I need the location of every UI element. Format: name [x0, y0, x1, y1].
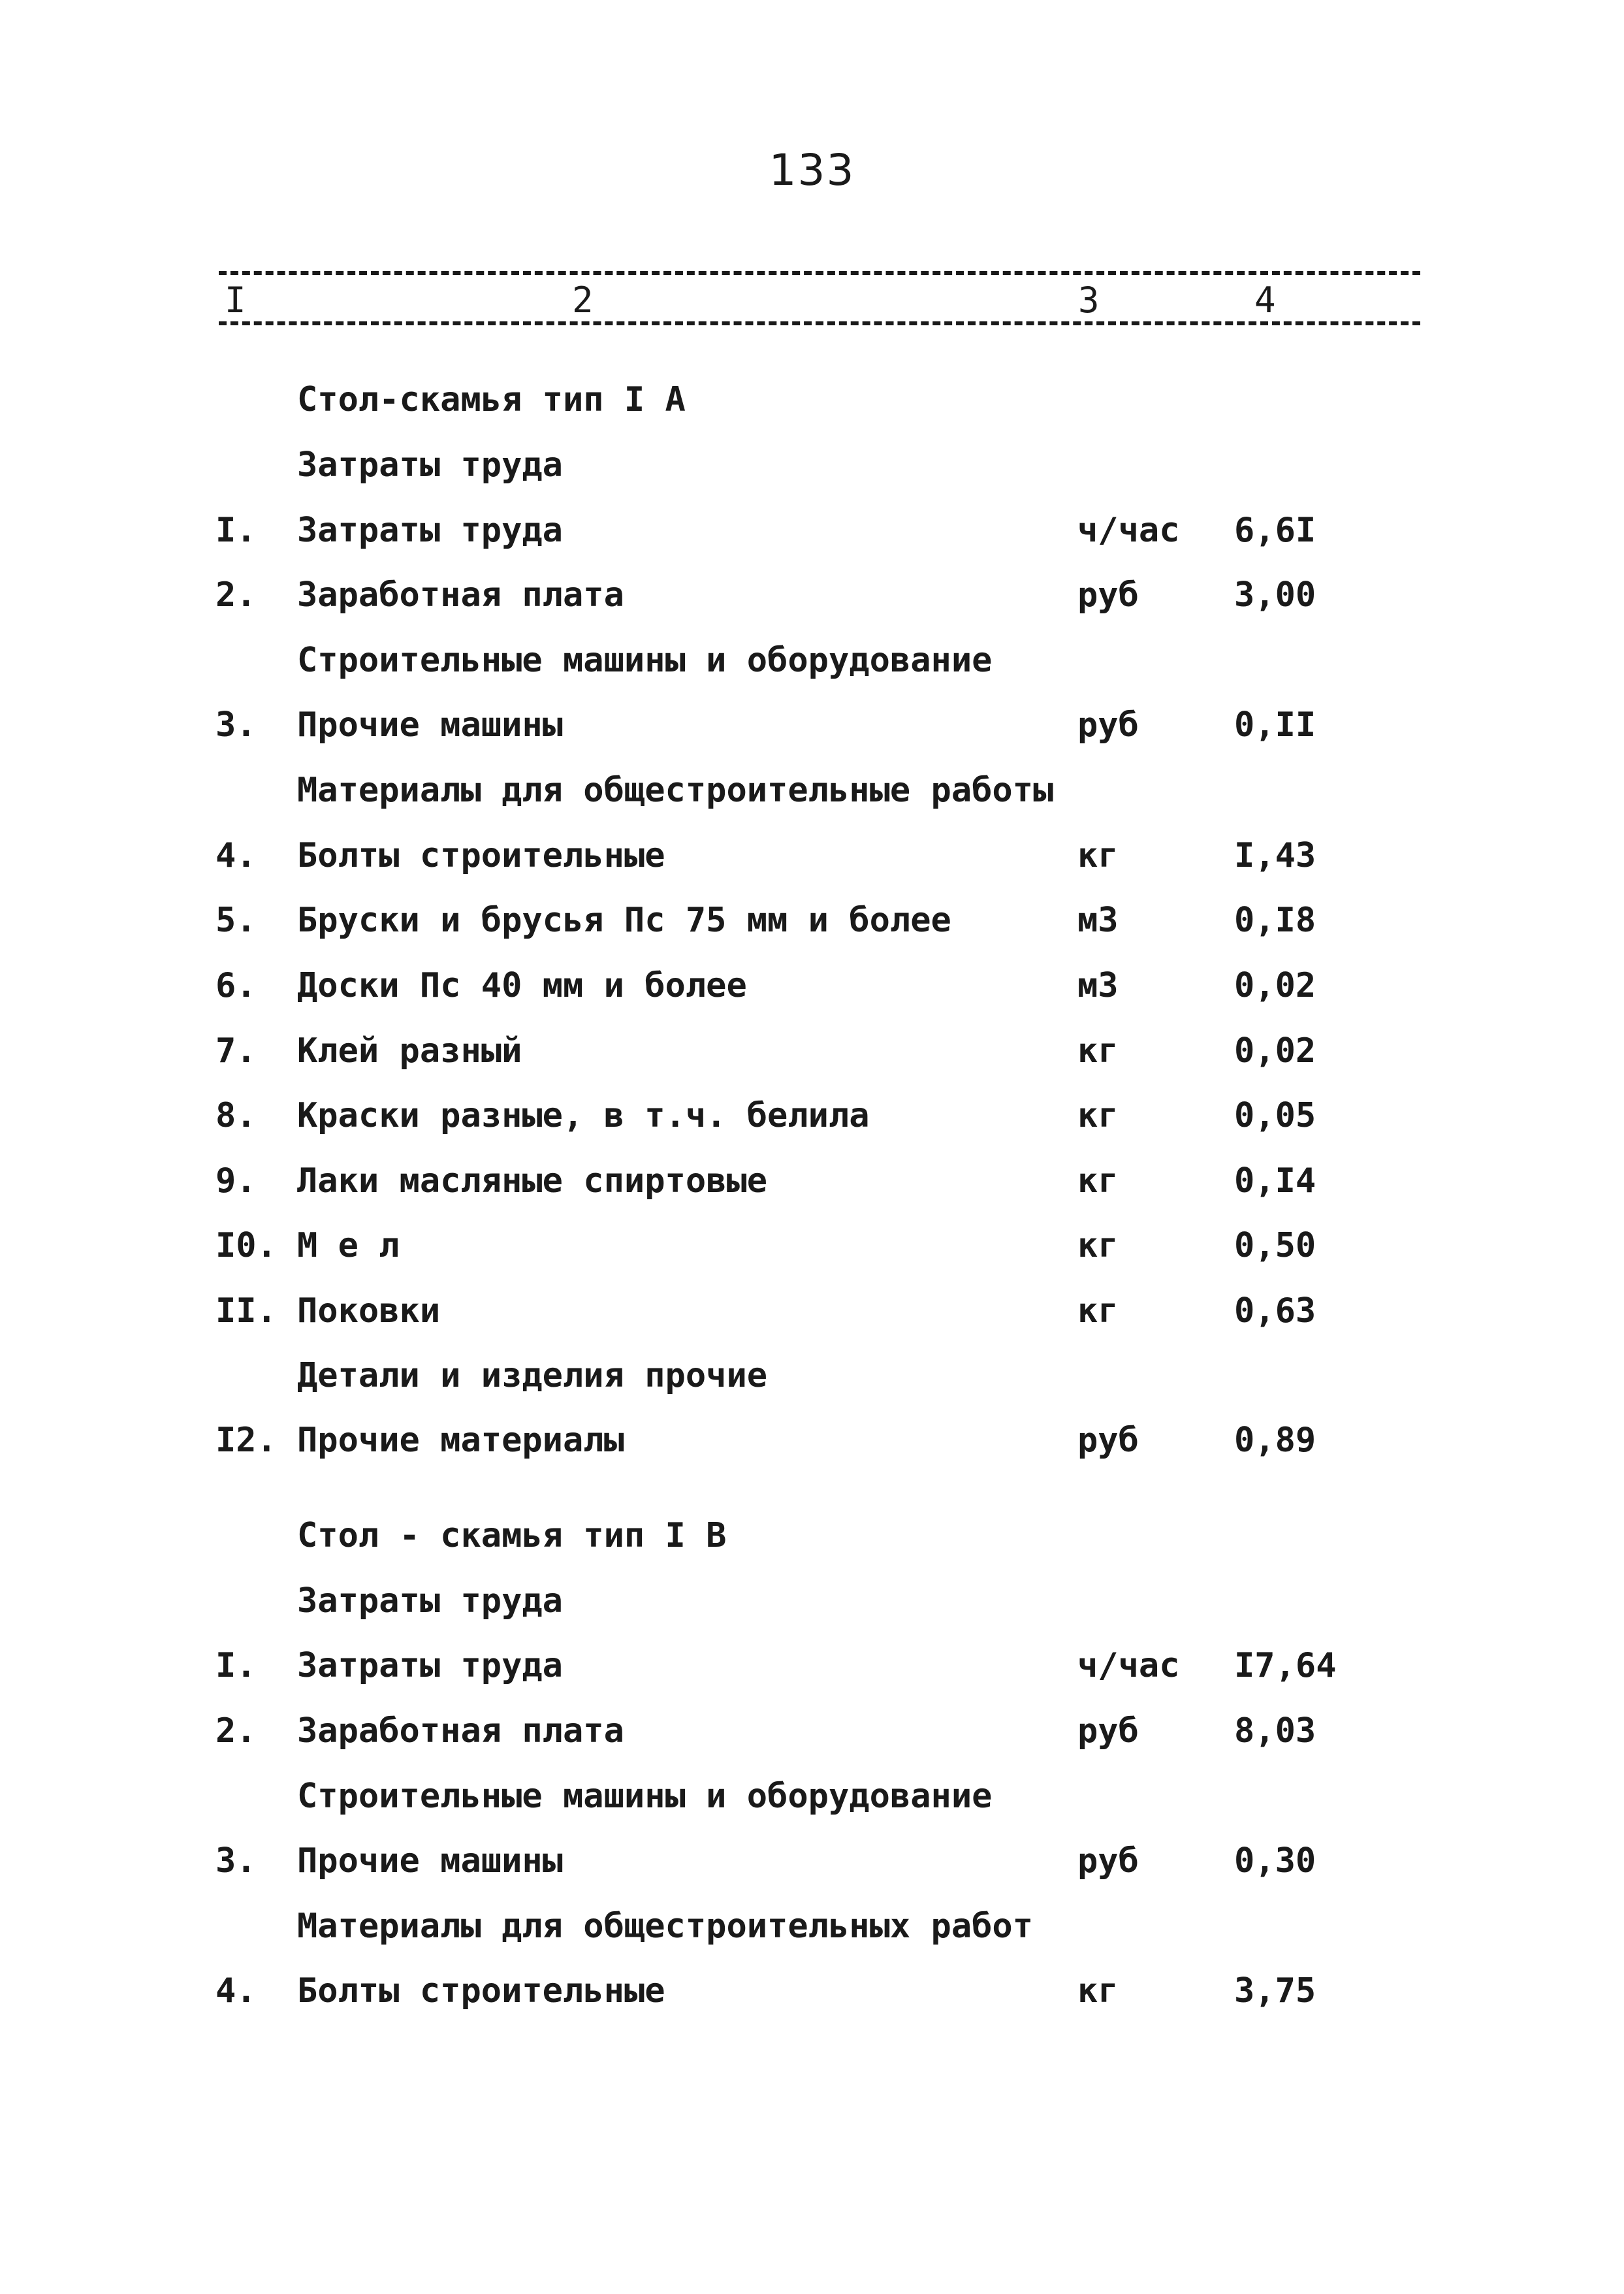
row-name: Клей разный [297, 1031, 522, 1071]
row-name: Прочие машины [297, 1841, 563, 1881]
row-value: 0,II [1234, 705, 1316, 745]
row-number: 5. [215, 901, 257, 940]
column-header-4: 4 [1250, 281, 1280, 320]
row-name: Материалы для общестроительные работы [297, 771, 1054, 810]
row-value: 0,02 [1234, 1031, 1316, 1071]
row-unit: руб [1077, 1841, 1139, 1881]
row-name: Заработная плата [297, 575, 624, 615]
row-value: 0,63 [1234, 1291, 1316, 1331]
row-name: Лаки масляные спиртовые [297, 1161, 768, 1201]
column-header-1: I [221, 281, 250, 320]
row-name: Строительные машины и оборудование [297, 1777, 993, 1816]
row-value: 0,02 [1234, 966, 1316, 1005]
section-title [0, 1510, 1624, 1562]
table-row [0, 1414, 1624, 1466]
row-number: 3. [215, 705, 257, 745]
row-value: 0,89 [1234, 1421, 1316, 1460]
table-row [0, 1155, 1624, 1207]
row-value: I7,64 [1234, 1646, 1337, 1685]
table-header-top-rule [219, 271, 1420, 275]
row-value: 0,05 [1234, 1096, 1316, 1135]
row-name: Затраты труда [297, 1581, 563, 1621]
group-heading [0, 1575, 1624, 1627]
table-row [0, 1285, 1624, 1337]
table-row [0, 699, 1624, 751]
row-unit: руб [1077, 705, 1139, 745]
table-row [0, 960, 1624, 1012]
row-unit: м3 [1077, 901, 1119, 940]
group-heading [0, 1770, 1624, 1822]
row-number: I0. [215, 1226, 277, 1265]
row-name: Строительные машины и оборудование [297, 641, 993, 680]
row-number: 4. [215, 1971, 257, 2011]
row-value: 0,I8 [1234, 901, 1316, 940]
row-name: Стол - скамья тип I В [297, 1516, 727, 1555]
column-header-2: 2 [568, 281, 597, 320]
row-name: Детали и изделия прочие [297, 1356, 768, 1395]
row-number: I. [215, 1646, 257, 1685]
group-heading [0, 1900, 1624, 1952]
group-heading [0, 764, 1624, 816]
table-row [0, 1705, 1624, 1757]
row-number: 3. [215, 1841, 257, 1881]
row-name: Затраты труда [297, 445, 563, 485]
row-unit: руб [1077, 1421, 1139, 1460]
row-name: М е л [297, 1226, 400, 1265]
group-heading [0, 439, 1624, 491]
row-number: 7. [215, 1031, 257, 1071]
row-name: Прочие материалы [297, 1421, 624, 1460]
row-unit: кг [1077, 1291, 1119, 1331]
table-row [0, 504, 1624, 557]
table-row [0, 830, 1624, 882]
row-name: Доски Пс 40 мм и более [297, 966, 747, 1005]
row-unit: кг [1077, 1031, 1119, 1071]
row-value: 0,50 [1234, 1226, 1316, 1265]
row-name: Болты строительные [297, 1971, 665, 2011]
row-unit: м3 [1077, 966, 1119, 1005]
row-name: Бруски и брусья Пс 75 мм и более [297, 901, 951, 940]
table-row [0, 1025, 1624, 1077]
row-value: 3,75 [1234, 1971, 1316, 2011]
row-value: I,43 [1234, 836, 1316, 875]
table-row [0, 1835, 1624, 1887]
row-unit: руб [1077, 1711, 1139, 1751]
table-row [0, 1640, 1624, 1692]
table-header-bottom-rule [219, 321, 1420, 325]
row-value: 6,6I [1234, 511, 1316, 550]
table-row [0, 894, 1624, 946]
row-unit: ч/час [1077, 511, 1180, 550]
row-number: 9. [215, 1161, 257, 1201]
page-number: 133 [769, 145, 855, 195]
table-row [0, 1220, 1624, 1272]
row-name: Прочие машины [297, 705, 563, 745]
row-unit: руб [1077, 575, 1139, 615]
row-name: Стол-скамья тип I А [297, 380, 686, 419]
row-name: Затраты труда [297, 511, 563, 550]
row-number: II. [215, 1291, 277, 1331]
table-row [0, 1090, 1624, 1142]
section-title [0, 374, 1624, 426]
table-row [0, 569, 1624, 621]
row-unit: кг [1077, 1161, 1119, 1201]
row-name: Заработная плата [297, 1711, 624, 1751]
row-unit: кг [1077, 1971, 1119, 2011]
row-name: Краски разные, в т.ч. белила [297, 1096, 870, 1135]
row-name: Поковки [297, 1291, 441, 1331]
row-unit: кг [1077, 1226, 1119, 1265]
row-value: 0,I4 [1234, 1161, 1316, 1201]
row-value: 8,03 [1234, 1711, 1316, 1751]
row-number: 2. [215, 1711, 257, 1751]
row-unit: кг [1077, 1096, 1119, 1135]
row-value: 0,30 [1234, 1841, 1316, 1881]
group-heading [0, 634, 1624, 687]
row-name: Затраты труда [297, 1646, 563, 1685]
row-number: 4. [215, 836, 257, 875]
row-name: Материалы для общестроительных работ [297, 1907, 1034, 1946]
row-number: I. [215, 511, 257, 550]
column-header-3: 3 [1074, 281, 1104, 320]
row-number: 2. [215, 575, 257, 615]
row-value: 3,00 [1234, 575, 1316, 615]
row-unit: кг [1077, 836, 1119, 875]
table-row [0, 1965, 1624, 2017]
group-heading [0, 1349, 1624, 1402]
row-number: I2. [215, 1421, 277, 1460]
row-number: 8. [215, 1096, 257, 1135]
row-unit: ч/час [1077, 1646, 1180, 1685]
row-name: Болты строительные [297, 836, 665, 875]
row-number: 6. [215, 966, 257, 1005]
